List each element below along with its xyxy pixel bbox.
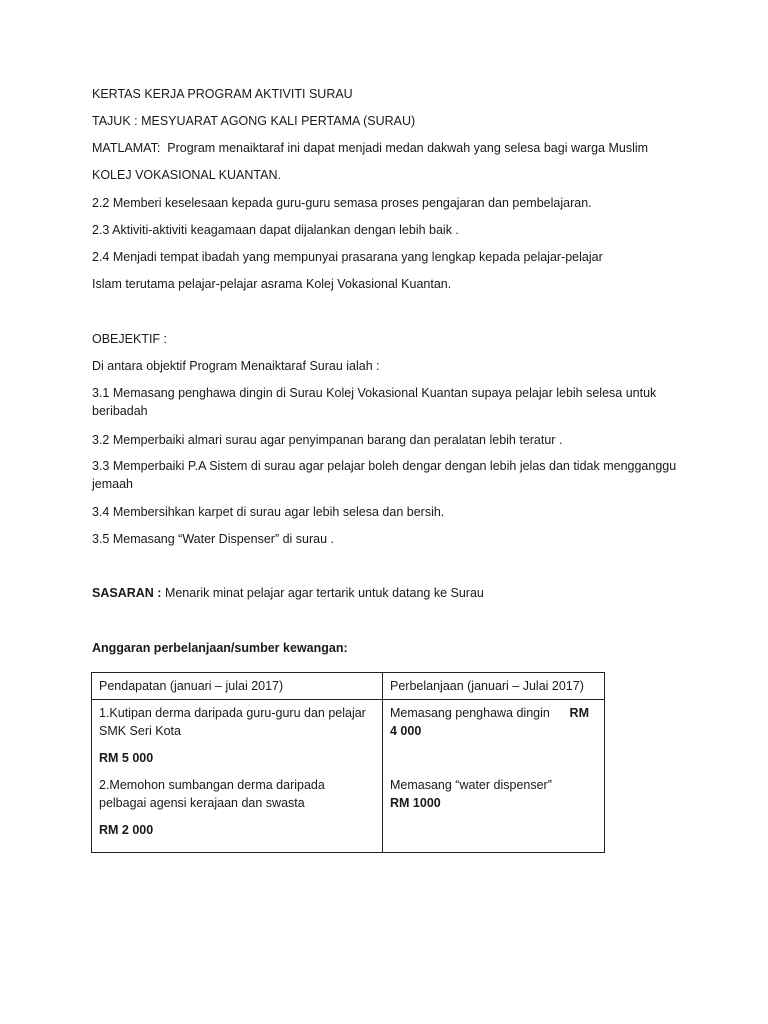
income-item	[99, 776, 375, 812]
expense-item-text: Memasang penghawa dingin	[390, 706, 550, 720]
income-item-amount: RM 2 000	[99, 823, 154, 837]
matlamat-label: MATLAMAT:	[92, 141, 161, 155]
objektif-3-2: 3.2 Memperbaiki almari surau agar penyimpanan barang dan peralatan lebih teratur .	[92, 433, 563, 447]
anggaran-heading: Anggaran perbelanjaan/sumber kewangan:	[92, 641, 348, 655]
sasaran-label: SASARAN :	[92, 586, 162, 600]
income-item-amount: RM 5 000	[99, 751, 154, 765]
tajuk-line: TAJUK : MESYUARAT AGONG KALI PERTAMA (SURAU)	[92, 114, 416, 128]
document-title: KERTAS KERJA PROGRAM AKTIVITI SURAU	[92, 87, 353, 101]
expense-item-amount: RM 1000	[390, 796, 441, 810]
objektif-heading: OBEJEKTIF :	[92, 332, 168, 346]
point-2-2: 2.2 Memberi keselesaan kepada guru-guru semasa proses pengajaran dan pembelajaran.	[92, 196, 592, 210]
expense-item-amount-prefix: RM	[569, 706, 589, 720]
expense-item	[390, 704, 597, 740]
expense-header: Perbelanjaan (januari – Julai 2017)	[383, 673, 605, 700]
expense-item	[390, 776, 597, 812]
expense-item-amount: 4 000	[390, 724, 422, 738]
income-item-text: 2.Memohon sumbangan derma daripada pelbagai agensi kerajaan dan swasta	[99, 778, 325, 810]
expense-item-text: Memasang “water dispenser”	[390, 778, 552, 792]
income-item-text: 1.Kutipan derma daripada guru-guru dan pelajar SMK Seri Kota	[99, 706, 366, 738]
expense-cell	[383, 700, 605, 853]
budget-table	[91, 672, 605, 853]
point-2-3: 2.3 Aktiviti-aktiviti keagamaan dapat dijalankan dengan lebih baik .	[92, 223, 459, 237]
objektif-3-3: 3.3 Memperbaiki P.A Sistem di surau agar pelajar boleh dengar dengan lebih jelas dan tidak mengganggu jemaah	[92, 459, 677, 491]
matlamat-text-2: KOLEJ VOKASIONAL KUANTAN.	[92, 168, 281, 182]
matlamat-text: Program menaiktaraf ini dapat menjadi medan dakwah yang selesa bagi warga Muslim	[167, 141, 649, 155]
objektif-intro: Di antara objektif Program Menaiktaraf Surau ialah :	[92, 359, 380, 373]
point-2-4: 2.4 Menjadi tempat ibadah yang mempunyai prasarana yang lengkap kepada pelajar-pelajar	[92, 250, 603, 264]
income-cell	[92, 700, 383, 853]
income-header: Pendapatan (januari – julai 2017)	[92, 673, 383, 700]
objektif-3-1: 3.1 Memasang penghawa dingin di Surau Kolej Vokasional Kuantan supaya pelajar lebih selesa untuk beribadah	[92, 386, 657, 418]
objektif-3-5: 3.5 Memasang “Water Dispenser” di surau .	[92, 532, 334, 546]
income-item	[99, 704, 375, 740]
point-2-4-cont: Islam terutama pelajar-pelajar asrama Kolej Vokasional Kuantan.	[92, 277, 452, 291]
matlamat-line	[92, 139, 682, 157]
sasaran-text: Menarik minat pelajar agar tertarik untuk datang ke Surau	[164, 586, 484, 600]
objektif-3-4: 3.4 Membersihkan karpet di surau agar lebih selesa dan bersih.	[92, 505, 445, 519]
sasaran-line	[92, 584, 682, 602]
